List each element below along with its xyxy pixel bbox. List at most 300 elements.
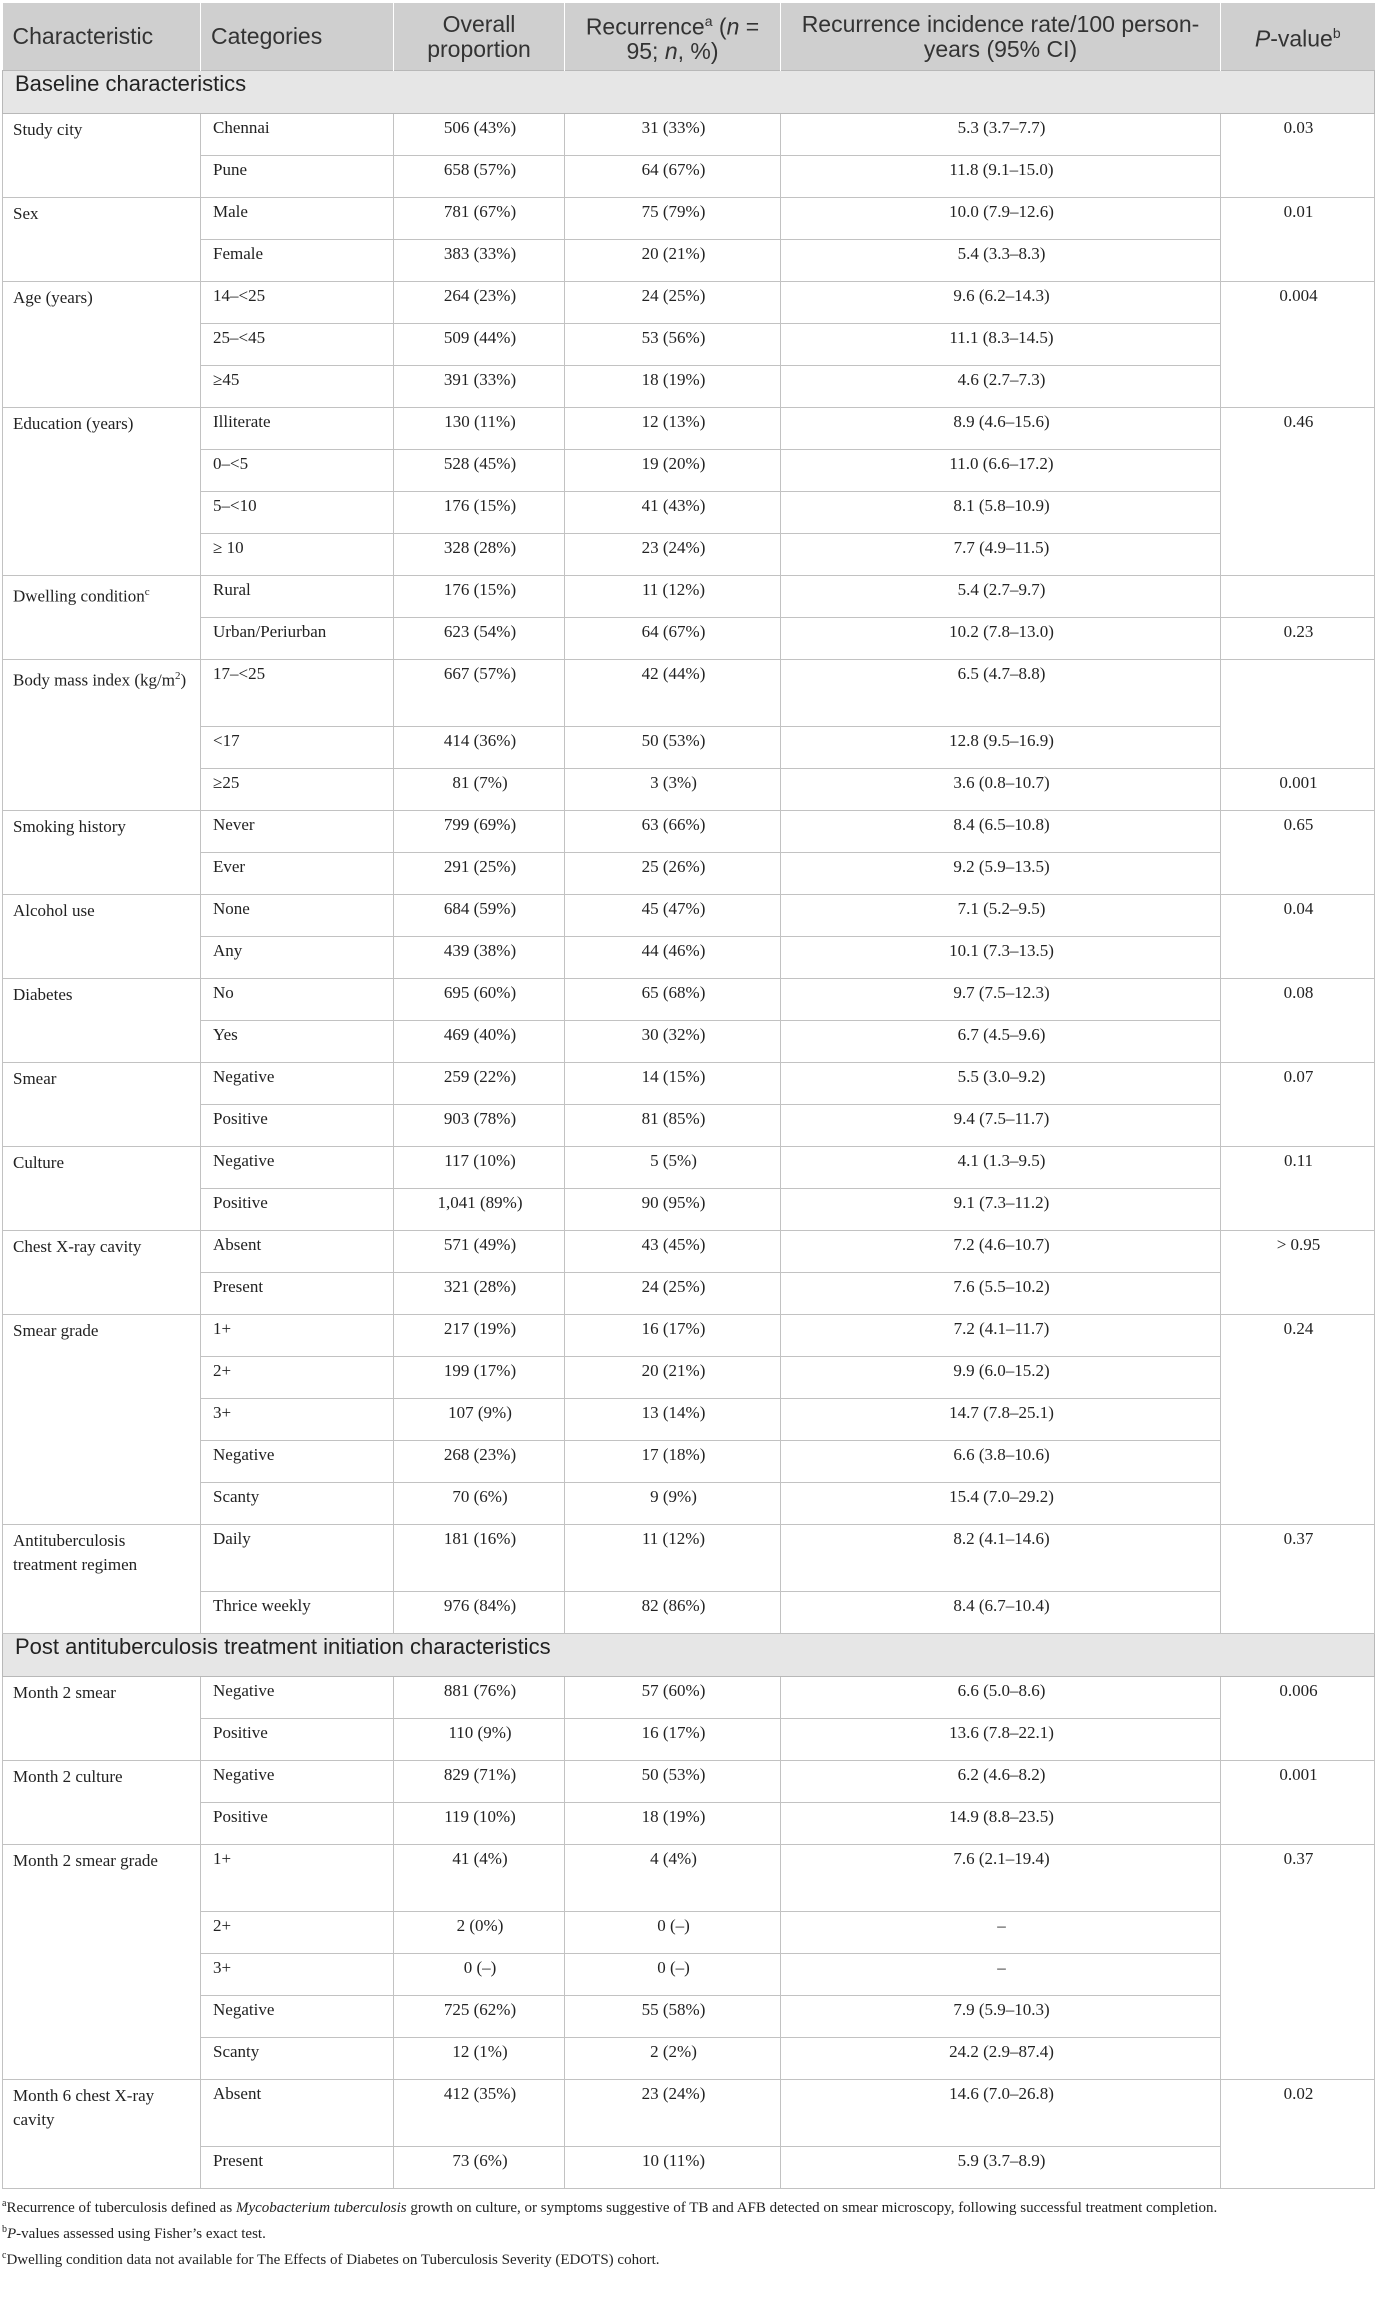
characteristic-age [3, 282, 201, 408]
category-cell: Absent [201, 2080, 394, 2147]
category-cell: Negative [201, 1441, 394, 1483]
category-cell: Present [201, 2147, 394, 2189]
characteristic-label: Sex [13, 204, 39, 223]
characteristic-label: Smoking history [13, 817, 126, 836]
characteristic-edu [3, 408, 201, 576]
incidence-rate-cell: 8.1 (5.8–10.9) [781, 492, 1221, 534]
table-row [3, 366, 1375, 408]
incidence-rate-cell: 7.2 (4.1–11.7) [781, 1315, 1221, 1357]
category-cell: 3+ [201, 1399, 394, 1441]
p-value-cell: 0.02 [1221, 2080, 1375, 2189]
incidence-rate-cell: 9.1 (7.3–11.2) [781, 1189, 1221, 1231]
overall-proportion-cell: 571 (49%) [394, 1231, 565, 1273]
overall-proportion-cell: 695 (60%) [394, 979, 565, 1021]
recurrence-cell: 63 (66%) [565, 811, 781, 853]
recurrence-cell: 64 (67%) [565, 156, 781, 198]
category-cell: Illiterate [201, 408, 394, 450]
table-row [3, 1441, 1375, 1483]
table-row [3, 1147, 1375, 1189]
table-row [3, 408, 1375, 450]
overall-proportion-cell: 199 (17%) [394, 1357, 565, 1399]
category-cell: Chennai [201, 114, 394, 156]
table-row [3, 1525, 1375, 1592]
overall-proportion-cell: 439 (38%) [394, 937, 565, 979]
incidence-rate-cell: 9.9 (6.0–15.2) [781, 1357, 1221, 1399]
table-row [3, 1803, 1375, 1845]
category-cell: ≥ 10 [201, 534, 394, 576]
table-row [3, 979, 1375, 1021]
recurrence-cell: 82 (86%) [565, 1592, 781, 1634]
incidence-rate-cell: 14.6 (7.0–26.8) [781, 2080, 1221, 2147]
table-header-row [3, 3, 1375, 71]
table-row [3, 811, 1375, 853]
characteristic-label-end: ) [180, 670, 187, 690]
recurrence-cell: 45 (47%) [565, 895, 781, 937]
p-value-cell: > 0.95 [1221, 1231, 1375, 1315]
p-value-cell: 0.37 [1221, 1845, 1375, 2080]
overall-proportion-cell: 0 (–) [394, 1954, 565, 1996]
recurrence-cell: 20 (21%) [565, 240, 781, 282]
category-cell: Negative [201, 1147, 394, 1189]
recurrence-cell: 20 (21%) [565, 1357, 781, 1399]
recurrence-cell: 17 (18%) [565, 1441, 781, 1483]
overall-proportion-cell: 73 (6%) [394, 2147, 565, 2189]
recurrence-cell: 9 (9%) [565, 1483, 781, 1525]
overall-proportion-cell: 414 (36%) [394, 727, 565, 769]
category-cell: Absent [201, 1231, 394, 1273]
incidence-rate-cell: 10.2 (7.8–13.0) [781, 618, 1221, 660]
table-row [3, 1189, 1375, 1231]
incidence-rate-cell: 6.6 (3.8–10.6) [781, 1441, 1221, 1483]
recurrence-cell: 5 (5%) [565, 1147, 781, 1189]
p-value-cell: 0.01 [1221, 198, 1375, 282]
recurrence-cell: 16 (17%) [565, 1315, 781, 1357]
characteristic-culture [3, 1147, 201, 1231]
incidence-rate-cell: 4.1 (1.3–9.5) [781, 1147, 1221, 1189]
incidence-rate-cell: 5.3 (3.7–7.7) [781, 114, 1221, 156]
overall-proportion-cell: 119 (10%) [394, 1803, 565, 1845]
overall-proportion-cell: 110 (9%) [394, 1719, 565, 1761]
recurrence-cell: 23 (24%) [565, 2080, 781, 2147]
table-row [3, 2080, 1375, 2147]
incidence-rate-cell: 6.6 (5.0–8.6) [781, 1677, 1221, 1719]
overall-proportion-cell: 667 (57%) [394, 660, 565, 727]
overall-proportion-cell: 259 (22%) [394, 1063, 565, 1105]
overall-proportion-cell: 391 (33%) [394, 366, 565, 408]
overall-proportion-cell: 506 (43%) [394, 114, 565, 156]
characteristic-label: Month 2 smear grade [13, 1851, 158, 1870]
category-cell: Yes [201, 1021, 394, 1063]
overall-proportion-cell: 412 (35%) [394, 2080, 565, 2147]
recurrence-cell: 90 (95%) [565, 1189, 781, 1231]
recurrence-cell: 18 (19%) [565, 366, 781, 408]
incidence-rate-cell: 7.1 (5.2–9.5) [781, 895, 1221, 937]
category-cell: Positive [201, 1719, 394, 1761]
overall-proportion-cell: 130 (11%) [394, 408, 565, 450]
header-overall-proportion: Overall proportion [394, 3, 565, 71]
characteristic-footnote-marker: 2 [174, 670, 181, 682]
category-cell: Never [201, 811, 394, 853]
category-cell: <17 [201, 727, 394, 769]
table-row [3, 282, 1375, 324]
overall-proportion-cell: 903 (78%) [394, 1105, 565, 1147]
p-value-cell: 0.08 [1221, 979, 1375, 1063]
incidence-rate-cell: 11.0 (6.6–17.2) [781, 450, 1221, 492]
incidence-rate-cell: 8.4 (6.5–10.8) [781, 811, 1221, 853]
recurrence-cell: 3 (3%) [565, 769, 781, 811]
incidence-rate-cell: 8.2 (4.1–14.6) [781, 1525, 1221, 1592]
characteristic-label: Study city [13, 120, 83, 139]
category-cell: 14–<25 [201, 282, 394, 324]
table-row [3, 1761, 1375, 1803]
overall-proportion-cell: 41 (4%) [394, 1845, 565, 1912]
p-value-empty-cell [1221, 660, 1375, 769]
characteristic-label: Body mass index (kg/m [13, 670, 175, 690]
table-row [3, 450, 1375, 492]
recurrence-cell: 43 (45%) [565, 1231, 781, 1273]
category-cell: 2+ [201, 1357, 394, 1399]
overall-proportion-cell: 781 (67%) [394, 198, 565, 240]
recurrence-cell: 81 (85%) [565, 1105, 781, 1147]
header-recurrence: Recurrence$^a$ (n = 95; n, %) [565, 3, 781, 71]
incidence-rate-cell: 5.4 (2.7–9.7) [781, 576, 1221, 618]
recurrence-cell: 0 (–) [565, 1954, 781, 1996]
characteristic-regimen [3, 1525, 201, 1634]
incidence-rate-cell: 9.4 (7.5–11.7) [781, 1105, 1221, 1147]
characteristic-label: Alcohol use [13, 901, 95, 920]
overall-proportion-cell: 383 (33%) [394, 240, 565, 282]
category-cell: No [201, 979, 394, 1021]
table-row [3, 1845, 1375, 1912]
p-value-cell: 0.24 [1221, 1315, 1375, 1525]
category-cell: Thrice weekly [201, 1592, 394, 1634]
overall-proportion-cell: 70 (6%) [394, 1483, 565, 1525]
p-value-cell: 0.46 [1221, 408, 1375, 576]
recurrence-cell: 53 (56%) [565, 324, 781, 366]
overall-proportion-cell: 658 (57%) [394, 156, 565, 198]
category-cell: ≥45 [201, 366, 394, 408]
table-row [3, 1677, 1375, 1719]
p-value-cell: 0.37 [1221, 1525, 1375, 1634]
table-row [3, 1021, 1375, 1063]
table-row [3, 1483, 1375, 1525]
table-row [3, 240, 1375, 282]
table-row [3, 1231, 1375, 1273]
overall-proportion-cell: 181 (16%) [394, 1525, 565, 1592]
section-row-post-treatment [3, 1634, 1375, 1677]
table-row [3, 618, 1375, 660]
characteristic-label: Month 2 culture [13, 1767, 123, 1786]
characteristic-label: Smear [13, 1069, 57, 1088]
table-row [3, 1315, 1375, 1357]
incidence-rate-cell: 11.1 (8.3–14.5) [781, 324, 1221, 366]
p-value-cell: 0.04 [1221, 895, 1375, 979]
incidence-rate-cell: 13.6 (7.8–22.1) [781, 1719, 1221, 1761]
overall-proportion-cell: 976 (84%) [394, 1592, 565, 1634]
overall-proportion-cell: 881 (76%) [394, 1677, 565, 1719]
category-cell: Rural [201, 576, 394, 618]
recurrence-cell: 44 (46%) [565, 937, 781, 979]
recurrence-cell: 16 (17%) [565, 1719, 781, 1761]
recurrence-cell: 4 (4%) [565, 1845, 781, 1912]
table-row [3, 2147, 1375, 2189]
characteristic-dwell [3, 576, 201, 660]
header-incidence-rate: Recurrence incidence rate/100 person-years (95% CI) [781, 3, 1221, 71]
overall-proportion-cell: 107 (9%) [394, 1399, 565, 1441]
table-row [3, 2038, 1375, 2080]
category-cell: Present [201, 1273, 394, 1315]
recurrence-cell: 30 (32%) [565, 1021, 781, 1063]
overall-proportion-cell: 291 (25%) [394, 853, 565, 895]
footnote-c: $^c$Dwelling condition data not available for The Effects of Diabetes on Tuberculosis Severity (EDOTS) cohort. [2, 2250, 660, 2268]
recurrence-cell: 10 (11%) [565, 2147, 781, 2189]
characteristic-grade [3, 1315, 201, 1525]
incidence-rate-cell: 8.4 (6.7–10.4) [781, 1592, 1221, 1634]
incidence-rate-cell: 4.6 (2.7–7.3) [781, 366, 1221, 408]
table-row [3, 895, 1375, 937]
recurrence-cell: 31 (33%) [565, 114, 781, 156]
p-value-empty-cell [1221, 576, 1375, 618]
incidence-rate-cell: – [781, 1954, 1221, 1996]
footnote-a: $^a$Recurrence of tuberculosis defined as Mycobacterium tuberculosis growth on culture, or symptoms suggestive of TB and AFB detected on smear microscopy, following successful treatment completion. [2, 2198, 1218, 2216]
category-cell: Positive [201, 1189, 394, 1231]
recurrence-cell: 42 (44%) [565, 660, 781, 727]
table-row [3, 1592, 1375, 1634]
table-row [3, 1105, 1375, 1147]
overall-proportion-cell: 684 (59%) [394, 895, 565, 937]
overall-proportion-cell: 268 (23%) [394, 1441, 565, 1483]
table-row [3, 660, 1375, 727]
category-cell: Urban/Periurban [201, 618, 394, 660]
p-value-cell: 0.001 [1221, 1761, 1375, 1845]
header-categories: Categories [201, 3, 394, 71]
incidence-rate-cell: 24.2 (2.9–87.4) [781, 2038, 1221, 2080]
footnotes [2, 2193, 1370, 2271]
section-title: Baseline characteristics [3, 71, 1375, 114]
recurrence-cell: 24 (25%) [565, 282, 781, 324]
recurrence-cell: 18 (19%) [565, 1803, 781, 1845]
table-row [3, 1357, 1375, 1399]
recurrence-cell: 25 (26%) [565, 853, 781, 895]
overall-proportion-cell: 725 (62%) [394, 1996, 565, 2038]
table-row [3, 576, 1375, 618]
recurrence-cell: 2 (2%) [565, 2038, 781, 2080]
category-cell: Negative [201, 1063, 394, 1105]
incidence-rate-cell: 5.5 (3.0–9.2) [781, 1063, 1221, 1105]
recurrence-cell: 64 (67%) [565, 618, 781, 660]
category-cell: Scanty [201, 1483, 394, 1525]
table-row [3, 1996, 1375, 2038]
p-value-cell: 0.001 [1221, 769, 1375, 811]
table-row [3, 937, 1375, 979]
incidence-rate-cell: 15.4 (7.0–29.2) [781, 1483, 1221, 1525]
recurrence-cell: 65 (68%) [565, 979, 781, 1021]
category-cell: Female [201, 240, 394, 282]
incidence-rate-cell: 10.0 (7.9–12.6) [781, 198, 1221, 240]
overall-proportion-cell: 829 (71%) [394, 1761, 565, 1803]
table-row [3, 1063, 1375, 1105]
recurrence-cell: 50 (53%) [565, 727, 781, 769]
characteristic-city [3, 114, 201, 198]
overall-proportion-cell: 799 (69%) [394, 811, 565, 853]
category-cell: Negative [201, 1677, 394, 1719]
characteristic-diab [3, 979, 201, 1063]
category-cell: Ever [201, 853, 394, 895]
table-row [3, 1719, 1375, 1761]
overall-proportion-cell: 264 (23%) [394, 282, 565, 324]
characteristic-bmi [3, 660, 201, 811]
incidence-rate-cell: 8.9 (4.6–15.6) [781, 408, 1221, 450]
p-value-cell: 0.006 [1221, 1677, 1375, 1761]
recurrence-cell: 11 (12%) [565, 1525, 781, 1592]
overall-proportion-cell: 509 (44%) [394, 324, 565, 366]
overall-proportion-cell: 12 (1%) [394, 2038, 565, 2080]
category-cell: 25–<45 [201, 324, 394, 366]
characteristic-label: Month 2 smear [13, 1683, 116, 1702]
table-row [3, 1912, 1375, 1954]
characteristic-m2culture [3, 1761, 201, 1845]
overall-proportion-cell: 217 (19%) [394, 1315, 565, 1357]
table-row [3, 156, 1375, 198]
characteristic-label: Month 6 chest X-ray cavity [13, 2086, 155, 2129]
header-characteristic: Characteristic [3, 3, 201, 71]
characteristic-label: Education (years) [13, 414, 134, 433]
incidence-rate-cell: 11.8 (9.1–15.0) [781, 156, 1221, 198]
overall-proportion-cell: 469 (40%) [394, 1021, 565, 1063]
recurrence-cell: 75 (79%) [565, 198, 781, 240]
incidence-rate-cell: 14.7 (7.8–25.1) [781, 1399, 1221, 1441]
p-value-cell: 0.65 [1221, 811, 1375, 895]
p-value-cell: 0.07 [1221, 1063, 1375, 1147]
table-row [3, 534, 1375, 576]
recurrence-cell: 57 (60%) [565, 1677, 781, 1719]
incidence-rate-cell: 12.8 (9.5–16.9) [781, 727, 1221, 769]
overall-proportion-cell: 321 (28%) [394, 1273, 565, 1315]
incidence-rate-cell: – [781, 1912, 1221, 1954]
category-cell: 2+ [201, 1912, 394, 1954]
category-cell: Male [201, 198, 394, 240]
table-row [3, 1273, 1375, 1315]
category-cell: Positive [201, 1105, 394, 1147]
characteristic-alcohol [3, 895, 201, 979]
characteristic-label: Diabetes [13, 985, 73, 1004]
category-cell: 1+ [201, 1845, 394, 1912]
footnote-b: $^b$P-values assessed using Fisher’s exact test. [2, 2224, 266, 2242]
category-cell: 5–<10 [201, 492, 394, 534]
category-cell: 3+ [201, 1954, 394, 1996]
category-cell: None [201, 895, 394, 937]
p-value-cell: 0.004 [1221, 282, 1375, 408]
p-value-cell: 0.11 [1221, 1147, 1375, 1231]
characteristic-label: Antituberculosis treatment regimen [13, 1531, 138, 1574]
characteristic-label: Culture [13, 1153, 64, 1172]
incidence-rate-cell: 6.5 (4.7–8.8) [781, 660, 1221, 727]
category-cell: Negative [201, 1761, 394, 1803]
category-cell: Pune [201, 156, 394, 198]
recurrence-cell: 24 (25%) [565, 1273, 781, 1315]
recurrence-cell: 23 (24%) [565, 534, 781, 576]
incidence-rate-cell: 6.2 (4.6–8.2) [781, 1761, 1221, 1803]
incidence-rate-cell: 6.7 (4.5–9.6) [781, 1021, 1221, 1063]
incidence-rate-cell: 5.9 (3.7–8.9) [781, 2147, 1221, 2189]
table-row [3, 769, 1375, 811]
overall-proportion-cell: 1,041 (89%) [394, 1189, 565, 1231]
characteristic-m2grade [3, 1845, 201, 2080]
incidence-rate-cell: 14.9 (8.8–23.5) [781, 1803, 1221, 1845]
incidence-rate-cell: 7.6 (2.1–19.4) [781, 1845, 1221, 1912]
category-cell: 17–<25 [201, 660, 394, 727]
recurrence-cell: 12 (13%) [565, 408, 781, 450]
incidence-rate-cell: 7.6 (5.5–10.2) [781, 1273, 1221, 1315]
recurrence-cell: 55 (58%) [565, 1996, 781, 2038]
characteristic-sex [3, 198, 201, 282]
overall-proportion-cell: 328 (28%) [394, 534, 565, 576]
incidence-rate-cell: 7.9 (5.9–10.3) [781, 1996, 1221, 2038]
incidence-rate-cell: 3.6 (0.8–10.7) [781, 769, 1221, 811]
characteristic-label: Age (years) [13, 288, 93, 307]
category-cell: ≥25 [201, 769, 394, 811]
characteristic-label: Chest X-ray cavity [13, 1237, 142, 1256]
table-row [3, 1954, 1375, 1996]
table-row [3, 492, 1375, 534]
overall-proportion-cell: 117 (10%) [394, 1147, 565, 1189]
category-cell: 1+ [201, 1315, 394, 1357]
category-cell: 0–<5 [201, 450, 394, 492]
characteristic-smear [3, 1063, 201, 1147]
table-row [3, 324, 1375, 366]
characteristic-label: Smear grade [13, 1321, 99, 1340]
p-value-cell: 0.23 [1221, 618, 1375, 660]
header-p-value: P-value$^b$ [1221, 3, 1375, 71]
incidence-rate-cell: 5.4 (3.3–8.3) [781, 240, 1221, 282]
incidence-rate-cell: 7.7 (4.9–11.5) [781, 534, 1221, 576]
incidence-rate-cell: 9.2 (5.9–13.5) [781, 853, 1221, 895]
p-value-cell: 0.03 [1221, 114, 1375, 198]
overall-proportion-cell: 2 (0%) [394, 1912, 565, 1954]
incidence-rate-cell: 7.2 (4.6–10.7) [781, 1231, 1221, 1273]
recurrence-cell: 50 (53%) [565, 1761, 781, 1803]
recurrence-cell: 13 (14%) [565, 1399, 781, 1441]
category-cell: Any [201, 937, 394, 979]
recurrence-cell: 19 (20%) [565, 450, 781, 492]
section-title: Post antituberculosis treatment initiation characteristics [3, 1634, 1375, 1677]
category-cell: Daily [201, 1525, 394, 1592]
recurrence-cell: 11 (12%) [565, 576, 781, 618]
table-row [3, 114, 1375, 156]
characteristic-m6cxr [3, 2080, 201, 2189]
category-cell: Positive [201, 1803, 394, 1845]
category-cell: Negative [201, 1996, 394, 2038]
category-cell: Scanty [201, 2038, 394, 2080]
table-row [3, 1399, 1375, 1441]
characteristic-footnote-marker: c [144, 586, 150, 598]
overall-proportion-cell: 176 (15%) [394, 492, 565, 534]
overall-proportion-cell: 176 (15%) [394, 576, 565, 618]
table-row [3, 727, 1375, 769]
recurrence-cell: 14 (15%) [565, 1063, 781, 1105]
recurrence-cell: 41 (43%) [565, 492, 781, 534]
recurrence-cell: 0 (–) [565, 1912, 781, 1954]
table-row [3, 198, 1375, 240]
characteristic-cxr [3, 1231, 201, 1315]
section-row-baseline [3, 71, 1375, 114]
incidence-rate-cell: 9.6 (6.2–14.3) [781, 282, 1221, 324]
incidence-rate-cell: 9.7 (7.5–12.3) [781, 979, 1221, 1021]
overall-proportion-cell: 623 (54%) [394, 618, 565, 660]
characteristic-m2smear [3, 1677, 201, 1761]
characteristic-smoke [3, 811, 201, 895]
overall-proportion-cell: 81 (7%) [394, 769, 565, 811]
